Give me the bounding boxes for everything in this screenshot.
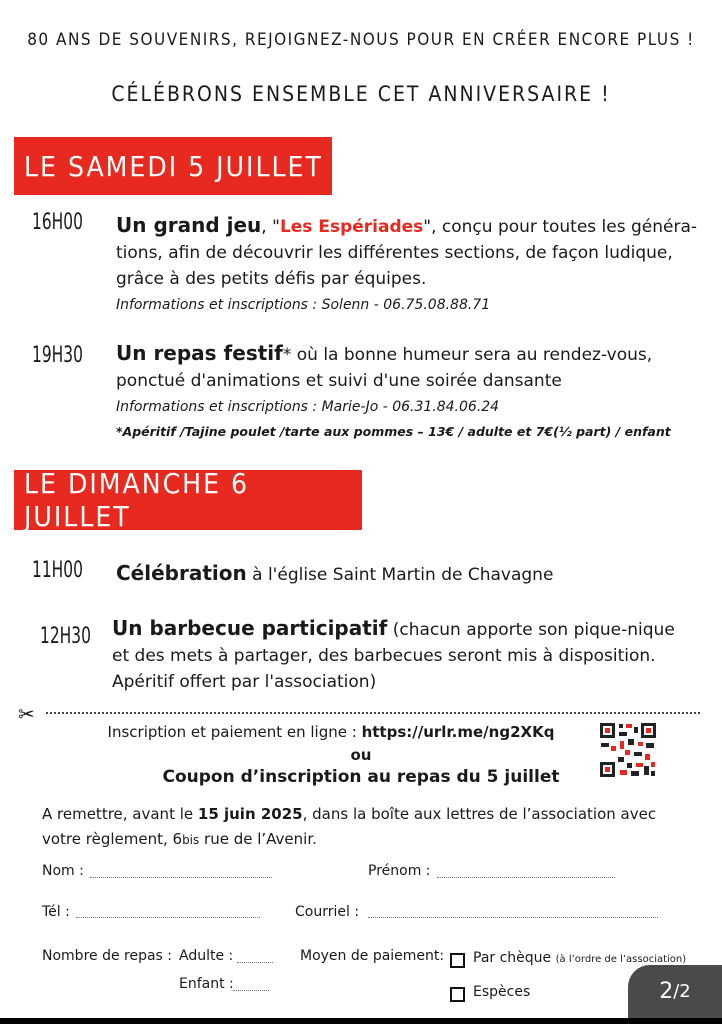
delivery-text: votre règlement, 6 (42, 830, 183, 848)
event-time-12h30: 12H30 (40, 624, 91, 649)
event-info: Informations et inscriptions : Solenn - 06.75.08.88.71 (116, 297, 491, 313)
saturday-banner-label: LE SAMEDI 5 JUILLET (24, 149, 323, 183)
bottom-bar (0, 1018, 722, 1024)
nom-label: Nom : (42, 863, 84, 879)
page-current: 2 (659, 979, 674, 1004)
coupon-title: Coupon d’inscription au repas du 5 juillet (162, 767, 560, 787)
courriel-field[interactable] (368, 917, 658, 918)
cheque-option (473, 950, 686, 966)
cheque-note: (à l’ordre de l’association) (555, 954, 687, 965)
event-text: Apéritif offert par l'association) (112, 672, 377, 692)
event-text: ponctué d'animations et suivi d'une soirée dansante (116, 371, 562, 391)
event-barbecue (112, 615, 712, 695)
adulte-label: Adulte : (179, 948, 234, 964)
event-title: Un barbecue participatif (112, 616, 388, 640)
sunday-banner (14, 467, 362, 533)
event-info: Informations et inscriptions : Marie-Jo - 06.31.84.06.24 (116, 399, 500, 415)
cheque-checkbox[interactable] (450, 953, 465, 968)
event-time-19h30: 19H30 (32, 343, 83, 368)
enfant-field[interactable] (233, 990, 269, 991)
sunday-banner-label: LE DIMANCHE 6 JUILLET (24, 467, 250, 533)
or-label: ou (350, 746, 372, 764)
event-text: * où la bonne humeur sera au rendez-vous, (282, 345, 653, 365)
prenom-field[interactable] (437, 877, 615, 878)
event-text: grâce à des petits défis par équipes. (116, 269, 427, 289)
qr-code[interactable] (598, 721, 658, 779)
menu-note: *Apéritif /Tajine poulet /tarte aux pommes – 13€ / adulte et 7€(½ part) / enfant (116, 424, 671, 439)
delivery-bis: bis (182, 833, 200, 847)
delivery-text: rue de l’Avenir. (199, 830, 317, 848)
highlight-les-esperiades: Les Espériades (279, 217, 424, 237)
event-time-11h00: 11H00 (32, 558, 83, 583)
page-indicator (628, 965, 722, 1018)
event-time-16h00: 16H00 (32, 210, 83, 235)
enfant-label: Enfant : (179, 976, 234, 992)
especes-label: Espèces (473, 984, 531, 1000)
tel-field[interactable] (76, 917, 260, 918)
prenom-label: Prénom : (368, 863, 431, 879)
intro-line-1: 80 ANS DE SOUVENIRS, REJOIGNEZ-NOUS POUR EN CRÉER ENCORE PLUS ! (27, 30, 695, 50)
delivery-text: , dans la boîte aux lettres de l’association avec (302, 805, 657, 823)
cut-line (46, 712, 700, 714)
event-text: (chacun apporte son pique-nique (387, 620, 675, 640)
event-text: ", conçu pour toutes les généra- (423, 217, 698, 237)
delivery-instructions (42, 802, 702, 853)
cheque-label: Par chèque (473, 950, 552, 966)
event-grand-jeu (116, 212, 716, 318)
event-text: , " (261, 217, 280, 237)
event-title: Un grand jeu (116, 213, 262, 237)
event-repas-festif (116, 340, 716, 445)
event-celebration (116, 560, 716, 588)
scissors-icon: ✂ (18, 702, 35, 726)
event-text: tions, afin de découvrir les différentes sections, de façon ludique, (116, 243, 673, 263)
tel-label: Tél : (42, 904, 70, 920)
nom-field[interactable] (90, 877, 272, 878)
online-label: Inscription et paiement en ligne : (107, 723, 362, 741)
online-url-link[interactable]: https://urlr.me/ng2XKq (361, 723, 555, 741)
moyen-paiement-label: Moyen de paiement: (300, 948, 445, 964)
nombre-repas-label: Nombre de repas : (42, 948, 173, 964)
adulte-field[interactable] (237, 962, 273, 963)
delivery-date: 15 juin 2025 (197, 805, 303, 823)
intro-line-2: CÉLÉBRONS ENSEMBLE CET ANNIVERSAIRE ! (111, 82, 611, 106)
delivery-text: A remettre, avant le (42, 805, 198, 823)
courriel-label: Courriel : (295, 904, 360, 920)
page-total: /2 (673, 981, 691, 1002)
event-text: à l'église Saint Martin de Chavagne (246, 565, 554, 585)
event-text: et des mets à partager, des barbecues seront mis à disposition. (112, 646, 656, 666)
event-title: Célébration (116, 561, 247, 585)
especes-checkbox[interactable] (450, 987, 465, 1002)
event-title: Un repas festif (116, 341, 283, 365)
saturday-banner (14, 137, 332, 195)
